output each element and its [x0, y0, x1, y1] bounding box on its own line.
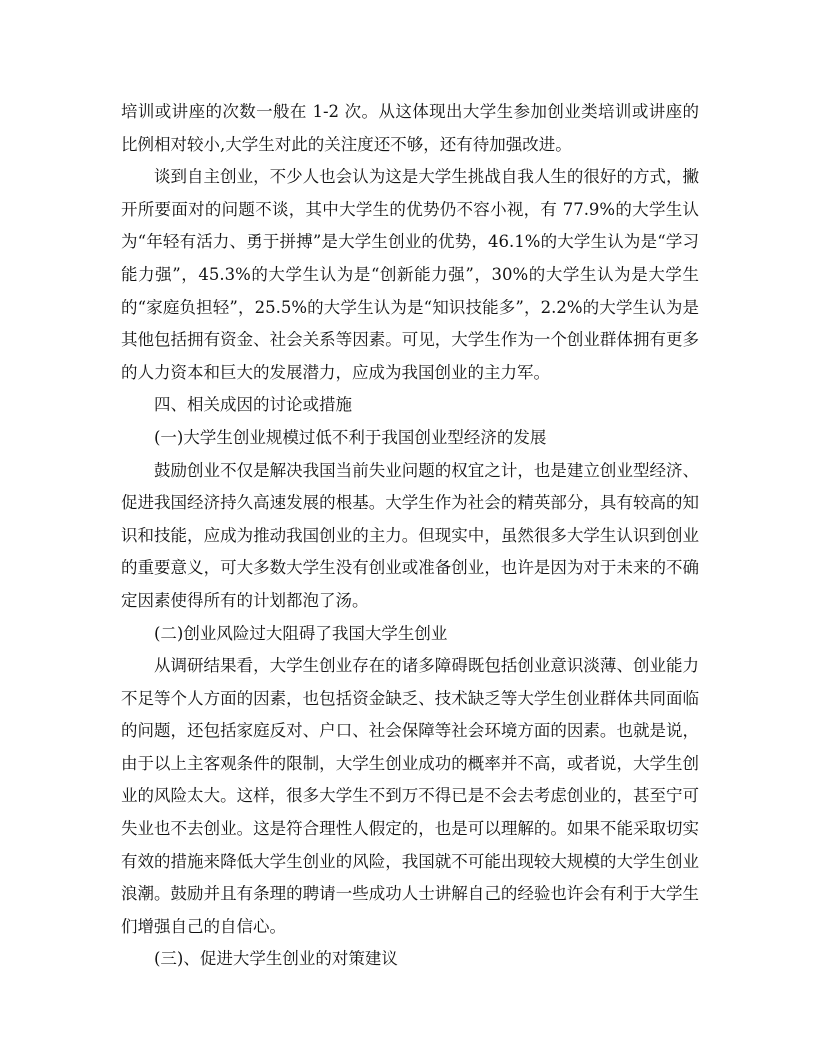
document-body: [121, 96, 699, 976]
heading-subsection-three: (三)、促进大学生创业的对策建议: [154, 949, 398, 969]
para-training-frequency: 培训或讲座的次数一般在 1-2 次。从这体现出大学生参加创业类培训或讲座的比例相对较小,大学生对此的关注度还不够，还有待加强改进。: [121, 102, 699, 154]
para-encourage-entrepreneurship: 鼓励创业不仅是解决我国当前失业问题的权宜之计，也是建立创业型经济、促进我国经济持久高速发展的根基。大学生作为社会的精英部分，具有较高的知识和技能，应成为推动我国创业的主力。但现实中，虽然很多大学生认识到创业的重要意义，可大多数大学生没有创业或准备创业，也许是因为对于未来的不确定因素使得所有的计划都泡了汤。: [121, 460, 699, 610]
para-entrepreneurship-risk: 从调研结果看，大学生创业存在的诸多障碍既包括创业意识淡薄、创业能力不足等个人方面的因素，也包括资金缺乏、技术缺乏等大学生创业群体共同面临的问题，还包括家庭反对、户口、社会保障等社会环境方面的因素。也就是说，由于以上主客观条件的限制，大学生创业成功的概率并不高，或者说，大学生创业的风险太大。这样，很多大学生不到万不得已是不会去考虑创业的，甚至宁可失业也不去创业。这是符合理性人假定的，也是可以理解的。如果不能采取切实有效的措施来降低大学生创业的风险，我国就不可能出现较大规模的大学生创业浪潮。鼓励并且有条理的聘请一些成功人士讲解自己的经验也许会有利于大学生们增强自己的自信心。: [121, 656, 699, 936]
para-self-employment-advantages: 谈到自主创业，不少人也会认为这是大学生挑战自我人生的很好的方式，撇开所要面对的问题不谈，其中大学生的优势仍不容小视，有 77.9%的大学生认为“年轻有活力、勇于拼搏”是大学生创业的优势，46.1%的大学生认为是“学习能力强”，45.3%的大学生认为是“创新能力强”，30%的大学生认为是大学生的“家庭负担轻”，25.5%的大学生认为是“知识技能多”，2.2%的大学生认为是其他包括拥有资金、社会关系等因素。可见，大学生作为一个创业群体拥有更多的人力资本和巨大的发展潜力，应成为我国创业的主力军。: [121, 167, 699, 382]
heading-subsection-two: (二)创业风险过大阻碍了我国大学生创业: [154, 623, 448, 643]
heading-section-four: 四、相关成因的讨论或措施: [154, 395, 352, 415]
heading-subsection-one: (一)大学生创业规模过低不利于我国创业型经济的发展: [154, 427, 547, 447]
